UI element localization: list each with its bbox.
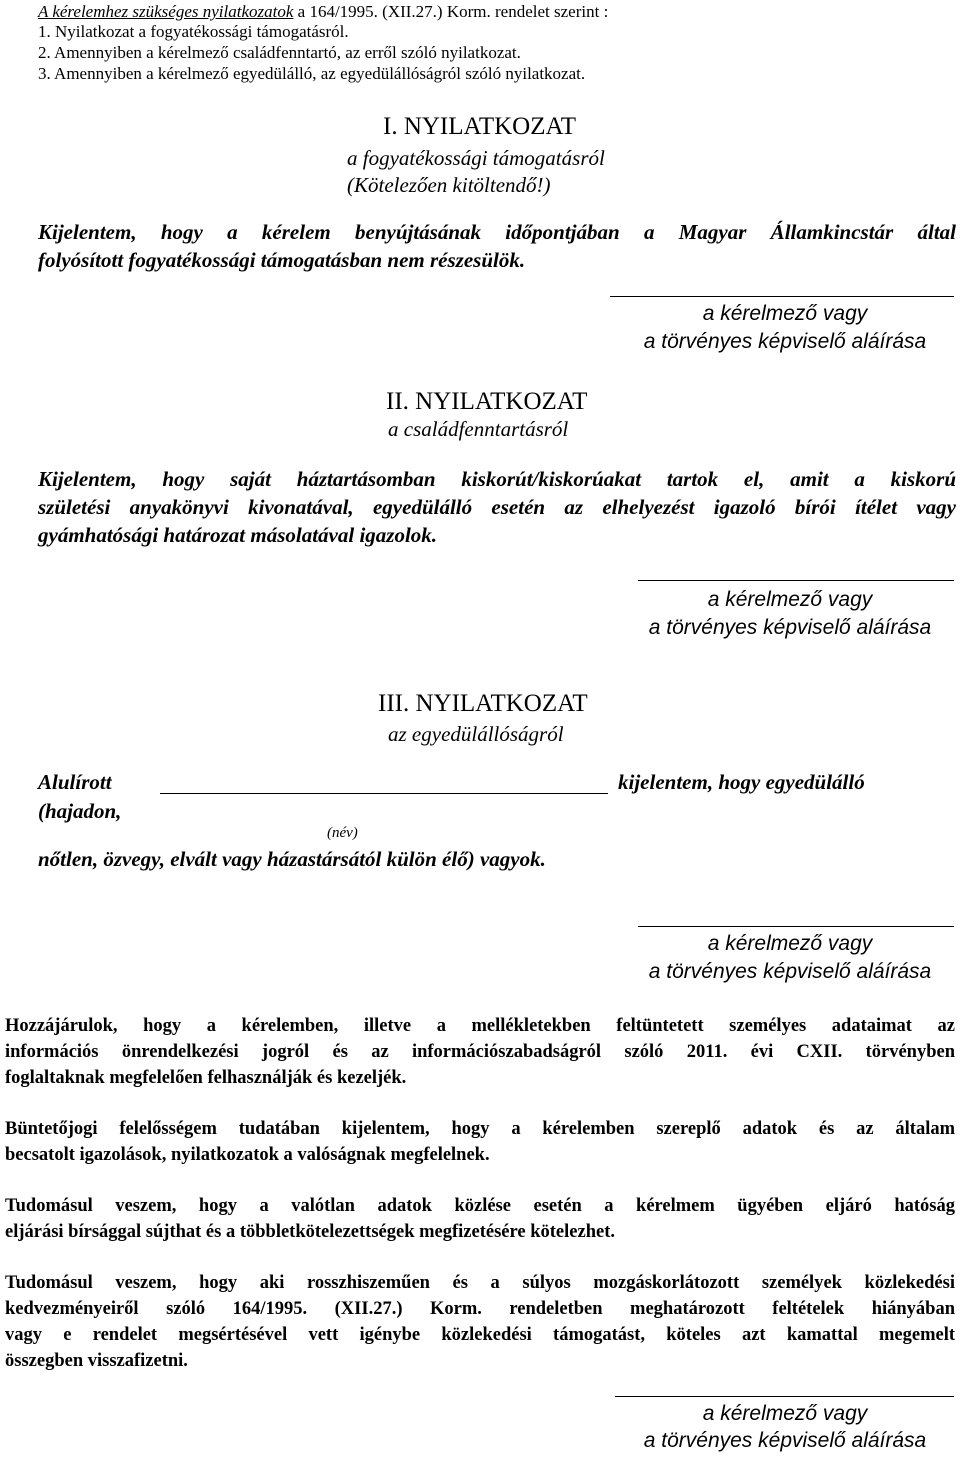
- liability-paragraph: [5, 1116, 955, 1168]
- intro-title-link: A kérelemhez szükséges nyilatkozatok: [38, 2, 294, 21]
- section2-statement: [38, 465, 956, 549]
- penalty-paragraph: [5, 1193, 955, 1245]
- section2-subtitle: a családfenntartásról: [388, 417, 569, 441]
- liability-line-2: becsatolt igazolások, nyilatkozatok a valóságnak megfelelnek.: [5, 1145, 490, 1165]
- repayment-line-1: Tudomásul veszem, hogy aki rosszhiszeműen és a súlyos mozgáskorlátozott személyek közlekedési: [5, 1273, 955, 1293]
- intro-item-1: 1. Nyilatkozat a fogyatékossági támogatásról.: [38, 22, 349, 41]
- signature-label-1a: a kérelmező vagy: [702, 302, 868, 325]
- section2-line-2: születési anyakönyvi kivonatával, egyedülálló esetén az elhelyezést igazoló bírói ítélet vagy: [38, 495, 956, 519]
- repayment-line-2: kedvezményeiről szóló 164/1995. (XII.27.) Korm. rendeletben meghatározott feltételek hiányában: [5, 1299, 955, 1319]
- signature-label-2b: a törvényes képviselő aláírása: [648, 616, 932, 639]
- repayment-paragraph: [5, 1270, 955, 1374]
- signature-label-3b: a törvényes képviselő aláírása: [648, 960, 932, 983]
- consent-line-3: foglaltaknak megfelelően felhasználják és kezeljék.: [5, 1068, 407, 1088]
- section1-statement: [38, 218, 956, 274]
- section1-note: (Kötelezően kitöltendő!): [347, 173, 551, 197]
- section1-line-2: folyósított fogyatékossági támogatásban nem részesülök.: [38, 248, 526, 272]
- section3-alulirott: Alulírott: [38, 770, 112, 794]
- intro-title-rest: a 164/1995. (XII.27.) Korm. rendelet szerint :: [293, 2, 609, 21]
- section3-last-line: nőtlen, özvegy, elvált vagy házastársától külön élő) vagyok.: [38, 847, 546, 871]
- consent-line-1: Hozzájárulok, hogy a kérelemben, illetve a mellékletekben feltüntetett személyes adataimat az: [5, 1016, 955, 1036]
- intro-item-2: 2. Amennyiben a kérelmező családfenntartó, az erről szóló nyilatkozat.: [38, 43, 521, 62]
- section2-line-1: Kijelentem, hogy saját háztartásomban kiskorút/kiskorúakat tartok el, amit a kiskorú: [38, 467, 956, 491]
- liability-line-1: Büntetőjogi felelősségem tudatában kijelentem, hogy a kérelemben szereplő adatok és az általam: [5, 1119, 955, 1139]
- section1-line-1: Kijelentem, hogy a kérelem benyújtásának időpontjában a Magyar Államkincstár által: [38, 220, 956, 244]
- signature-line-1[interactable]: [610, 296, 954, 297]
- consent-paragraph: [5, 1013, 955, 1091]
- section3-hajadon: (hajadon,: [38, 799, 122, 823]
- signature-line-2[interactable]: [638, 580, 954, 581]
- intro-title: [38, 2, 608, 21]
- section3-kijelentem: kijelentem, hogy egyedülálló: [618, 770, 865, 794]
- signature-label-4b: a törvényes képviselő aláírása: [643, 1429, 927, 1452]
- penalty-line-1: Tudomásul veszem, hogy a valótlan adatok közlése esetén a kérelmem ügyében eljáró hatóság: [5, 1196, 955, 1216]
- consent-line-2: információs önrendelkezési jogról és az információszabadságról szóló 2011. évi CXII. törvényben: [5, 1042, 955, 1062]
- section2-heading: II. NYILATKOZAT: [386, 388, 588, 415]
- intro-item-3: 3. Amennyiben a kérelmező egyedülálló, az egyedülállóságról szóló nyilatkozat.: [38, 64, 586, 83]
- signature-label-1b: a törvényes képviselő aláírása: [643, 330, 927, 353]
- signature-line-3[interactable]: [638, 926, 954, 927]
- section3-nev-label: (név): [327, 825, 358, 841]
- section3-heading: III. NYILATKOZAT: [378, 690, 588, 717]
- signature-label-3a: a kérelmező vagy: [707, 932, 873, 955]
- signature-label-2a: a kérelmező vagy: [707, 588, 873, 611]
- signature-label-4a: a kérelmező vagy: [702, 1402, 868, 1425]
- section1-subtitle: a fogyatékossági támogatásról: [347, 146, 605, 170]
- section2-line-3: gyámhatósági határozat másolatával igazolok.: [38, 523, 438, 547]
- signature-line-4[interactable]: [615, 1396, 954, 1397]
- name-input-line[interactable]: [160, 793, 608, 794]
- section3-subtitle: az egyedülállóságról: [388, 722, 564, 746]
- repayment-line-3: vagy e rendelet megsértésével vett igénybe közlekedési támogatást, köteles azt kamattal megemelt: [5, 1325, 955, 1345]
- penalty-line-2: eljárási bírsággal sújthat és a többletkötelezettségek megfizetésére kötelezhet.: [5, 1222, 615, 1242]
- section1-heading: I. NYILATKOZAT: [383, 113, 577, 140]
- repayment-line-4: összegben visszafizetni.: [5, 1351, 188, 1371]
